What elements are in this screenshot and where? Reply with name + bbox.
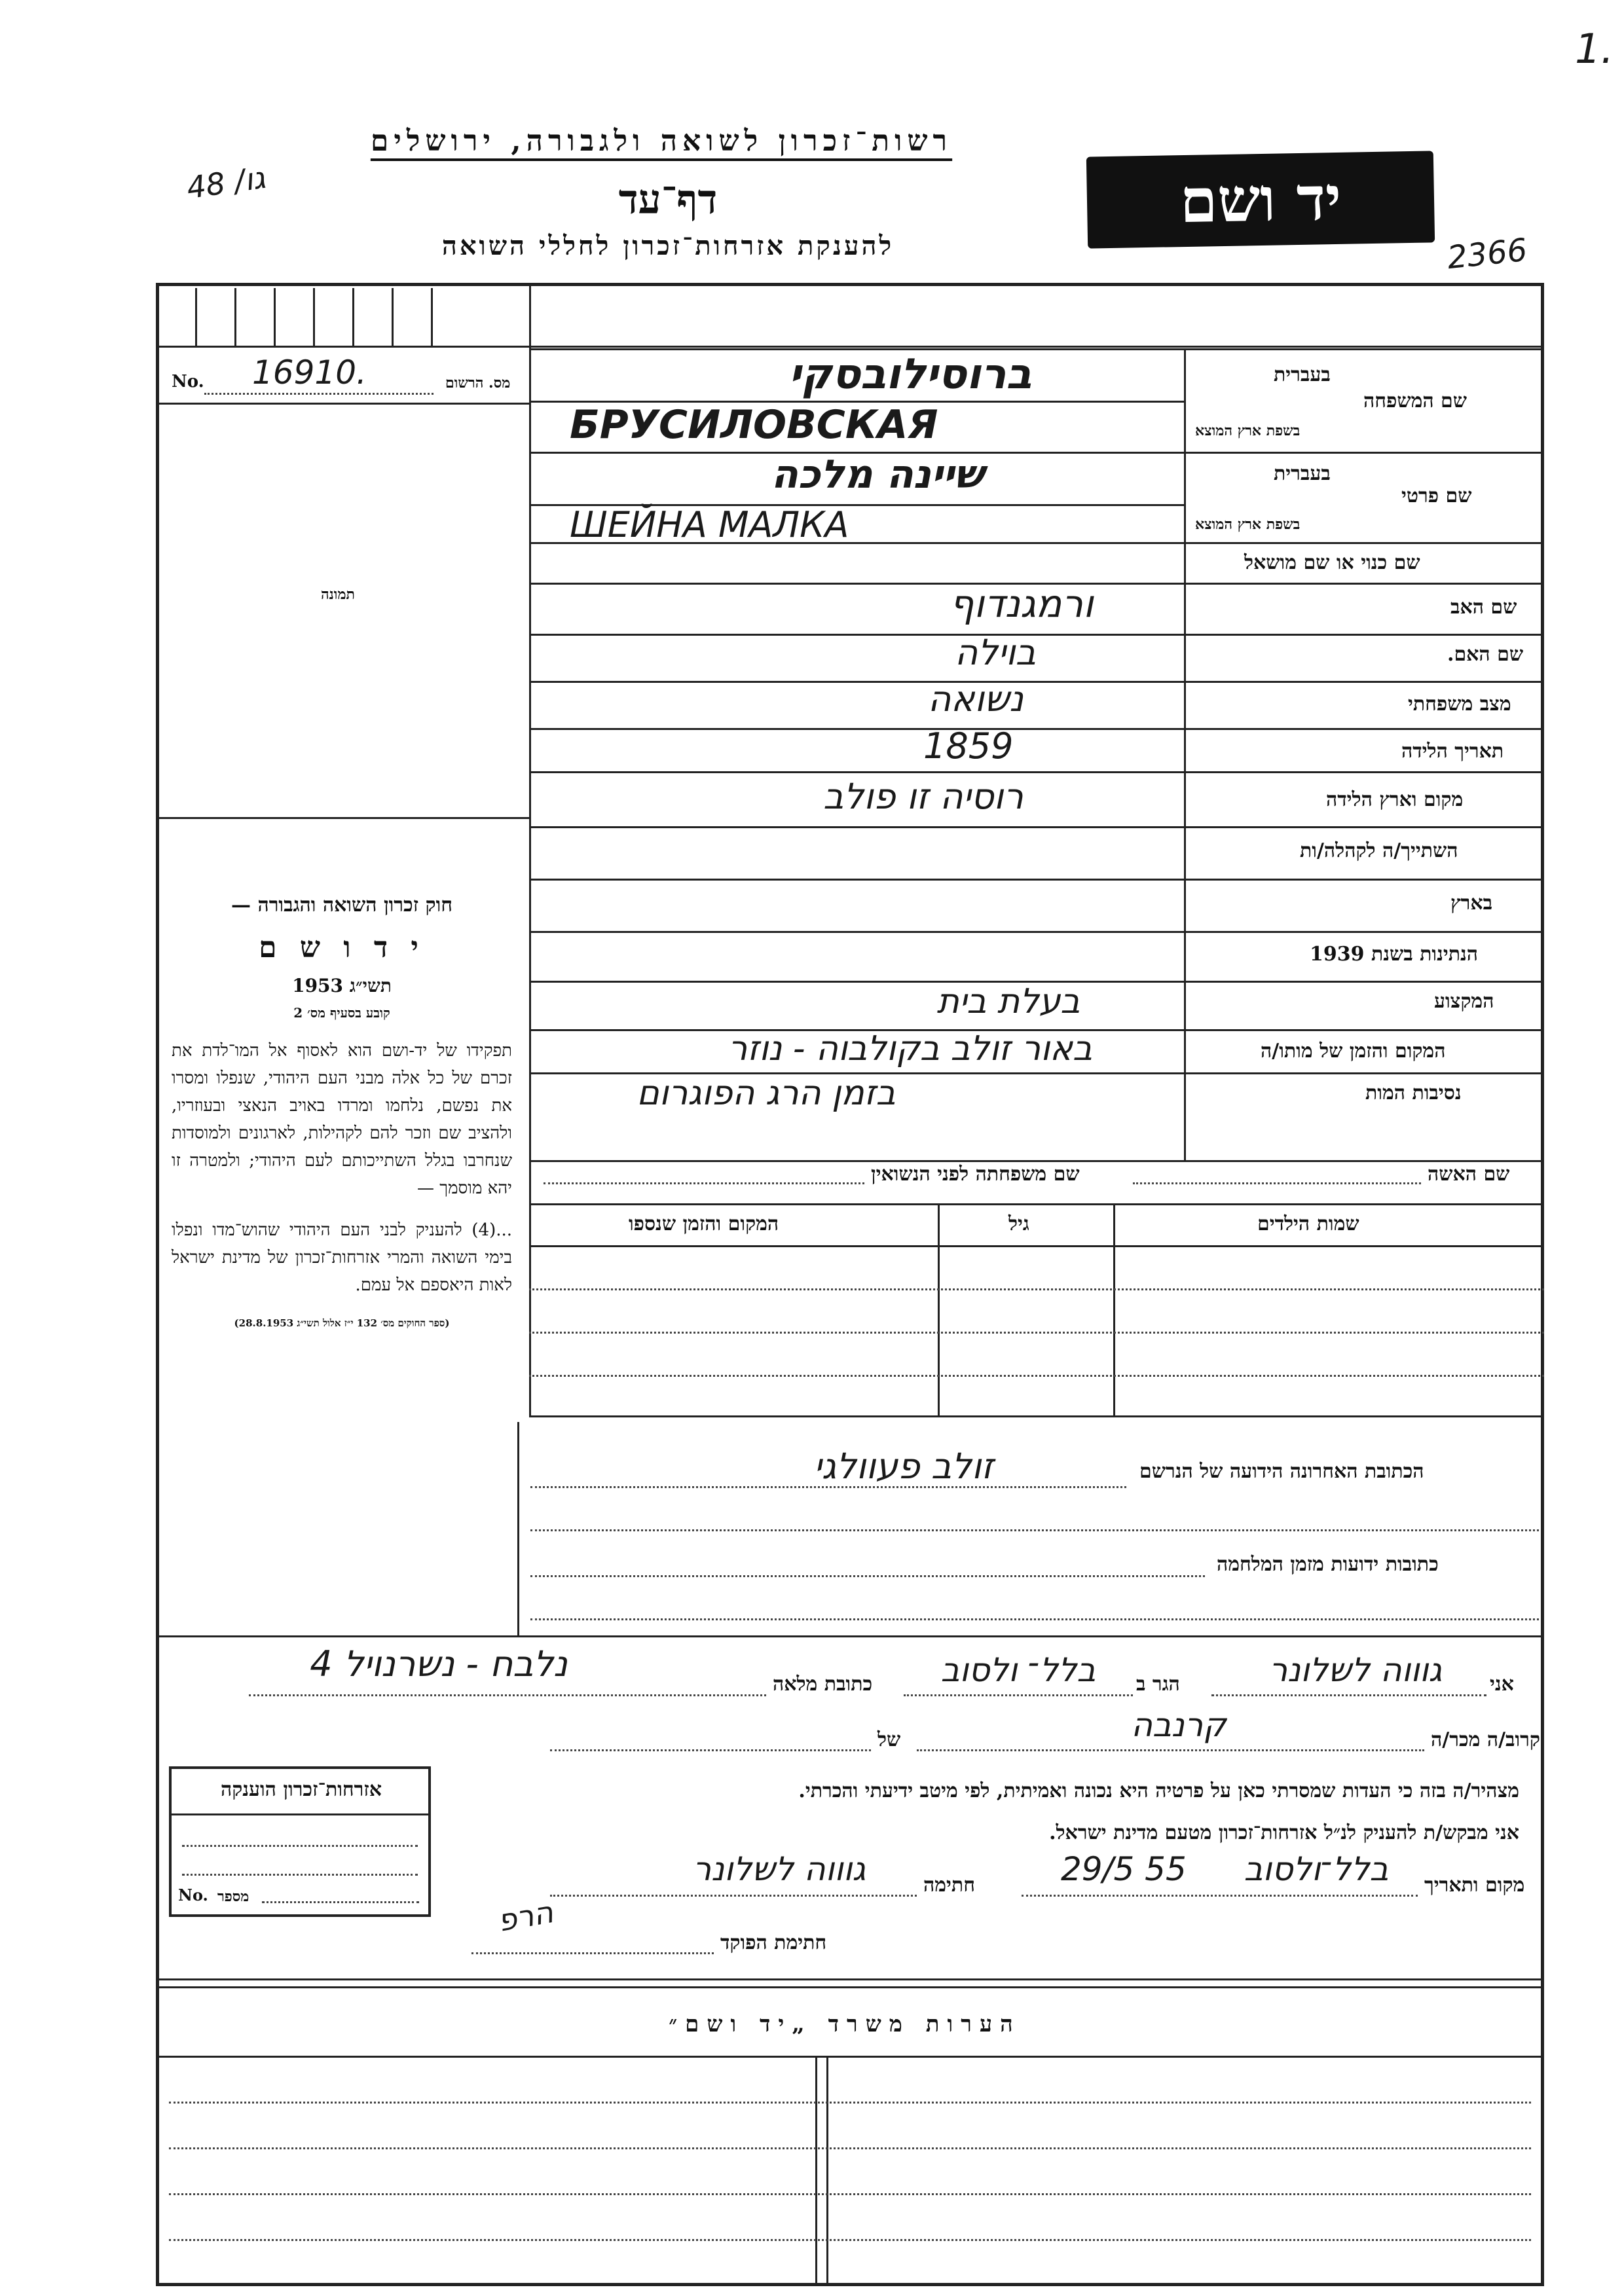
registration-number: 16910. [252,354,367,392]
in-hebrew-label-2: בעברית [1274,462,1331,485]
declarant-address: נלבח - נשרנויל 4 [310,1643,568,1685]
birth-date: 1859 [923,725,1014,767]
law-year: תשי״ג 1953 [292,975,392,996]
citizenship-box-num-label: מספר [217,1888,249,1905]
death-place-label: המקום והזמן של מותו/ה [1261,1040,1446,1063]
profession-label: המקצוע [1434,990,1494,1013]
signature-label: חתימה [923,1874,975,1897]
notes-divider-2 [826,2056,828,2284]
children-col-divider-1 [1113,1203,1115,1415]
origin-lang-label-2: בשפת ארץ המוצא [1195,516,1301,533]
declarant-city: בלל־ ולסוב [940,1651,1096,1689]
law-clause: קובע בסעיף מס׳ 2 [293,1005,390,1021]
marital-status: נשואה [928,678,1024,720]
office-notes-title: הערות משרד „יד ושם״ [669,2011,1021,2037]
marital-label: מצב משפחתי [1408,693,1511,716]
law-reference: (ספר החוקים מס׳ 132 י״ז אלול תשי״ג 28.8.1953) [234,1317,450,1329]
first-name-label: שם פרטי [1401,484,1472,507]
right-margin-note: 2366 [1445,231,1529,277]
address-left-divider [517,1422,519,1635]
father-name: ורמגנדוף [950,581,1094,626]
last-address: זולב פעוולגי [813,1446,994,1487]
child-death-label: המקום והזמן שנספו [629,1212,779,1235]
family-name-hebrew: ברוסילובסקי [788,350,1032,399]
form-title: דף־עד [618,175,718,223]
declaration-place: בלל־ולסוב [1244,1850,1389,1888]
address-label: כתובת מלאה [773,1673,873,1696]
mother-name: בוילה [955,632,1036,673]
declarant-i-label: אני [1490,1673,1514,1696]
nickname-label: שם כנוי או שם מושאל [1244,551,1420,574]
notes-divider-1 [815,2056,817,2284]
label-column-divider [1184,348,1186,1160]
family-name-origin: БРУСИЛОВСКАЯ [570,402,938,448]
citizenship-box-no-label: No. [178,1886,208,1904]
mother-label: שם האם. [1447,643,1524,666]
photo-label: תמונה [321,586,355,603]
country-label: בארץ [1450,892,1493,915]
community-label: השתייך/ה לקהלה/ות [1300,839,1458,862]
officer-signature: הרפ [494,1894,556,1939]
death-circumstances: בזמן הרג הפוגרום [637,1074,896,1113]
no-label: No. [172,372,204,392]
declaration-date: 29/5 55 [1061,1850,1187,1888]
citizenship-box-title: אזרחות־זכרון הוענקה [220,1778,382,1801]
declaration-statement-2: אני מבקש/ת להעניק לנ״ל אזרחות־זכרון מטעם מדינת ישראל. [1049,1821,1519,1844]
place-date-label: מקום ותאריך [1424,1874,1525,1897]
of-label: של [877,1728,901,1751]
law-text-1: תפקידו של יד-ושם הוא לאסוף אל המו־לדת את זכרם של כל אלה מבני העם היהודי, שנפלו ומסרו את נפשם, נלחמו ומרדו באויב הנאצי ובעוזריו, ולהציב שם וזכר להם לקהילות, לארגונים ולמוסדות שנחרבו בגלל השתייכותם לעם היהודי; ולמטרה זו יהא מוסמך — [172,1041,512,1198]
citizenship-label: הנתינות בשנת 1939 [1310,943,1479,966]
officer-signature-label: חתימת הפוקד [720,1931,827,1954]
org-name: רשות־זכרון לשואה ולגבורה, ירושלים [370,124,953,158]
law-title: חוק זכרון השואה והגבורה — [231,894,452,917]
first-name-origin: ШЕЙНА МАЛКА [570,504,849,545]
left-margin-note: גו/ 48 [184,159,268,206]
birth-place-label: מקום וארץ הלידה [1326,788,1464,811]
in-hebrew-label-1: בעברית [1274,363,1331,386]
last-address-label: הכתובת האחרונה הידועה של הנרשם [1139,1460,1424,1483]
declaration-statement-1: מצהיר/ה בזה כי העדות שמסרתי כאן על פרטיה היא נכונה ואמיתית, לפי מיטב ידיעתי והכרתי. [798,1779,1519,1802]
page-number: 1. [1575,25,1614,73]
law-block [172,894,512,1330]
declarant-name: גוווה לשלונר [1268,1651,1443,1689]
children-label: שמות הילדים [1257,1212,1359,1235]
top-row-line [156,346,1544,348]
birth-date-label: תאריך הלידה [1401,740,1504,763]
registration-label: מס. הרשום [445,374,511,392]
origin-lang-label-1: בשפת ארץ המוצא [1195,422,1301,439]
first-name-hebrew: שיינה מלכה [771,452,984,498]
declarant-relation: קרנבה [1131,1706,1227,1744]
wife-label: שם האשה [1428,1163,1510,1186]
relation-label: קרוב/ה מכר/ה [1431,1728,1540,1751]
profession: בעלת בית [936,982,1080,1021]
war-addresses-label: כתובות ידועות מזמן המלחמה [1217,1553,1439,1576]
age-label: גיל [1008,1212,1029,1235]
declarant-signature: גוווה לשלונר [692,1850,866,1888]
children-col-divider-2 [938,1203,940,1415]
death-circumstances-label: נסיבות המות [1365,1082,1462,1104]
law-name: י ד ו ש ם [259,931,425,964]
logo-text: יד ושם [1179,162,1342,237]
yad-vashem-logo [1086,151,1435,248]
resides-label: הגר ב [1136,1673,1180,1696]
family-name-label: שם המשפחה [1363,390,1467,412]
death-place: באור זולב בקולבוה - נוזר [728,1029,1093,1068]
birth-place: רוסיה זו פולב [823,776,1024,817]
father-label: שם האב [1450,596,1517,619]
form-subtitle: להענקת אזרחות־זכרון לחללי השואה [441,230,895,261]
maiden-name-label: שם משפחתה לפני הנשואין [871,1163,1080,1186]
law-text-2: ...(4) להעניק לבני העם היהודי שהוש־מדו ונפלו בימי השואה והמרי אזרחות־זכרון של מדינת ישראל לאות היאספם אל עמם. [172,1220,512,1295]
